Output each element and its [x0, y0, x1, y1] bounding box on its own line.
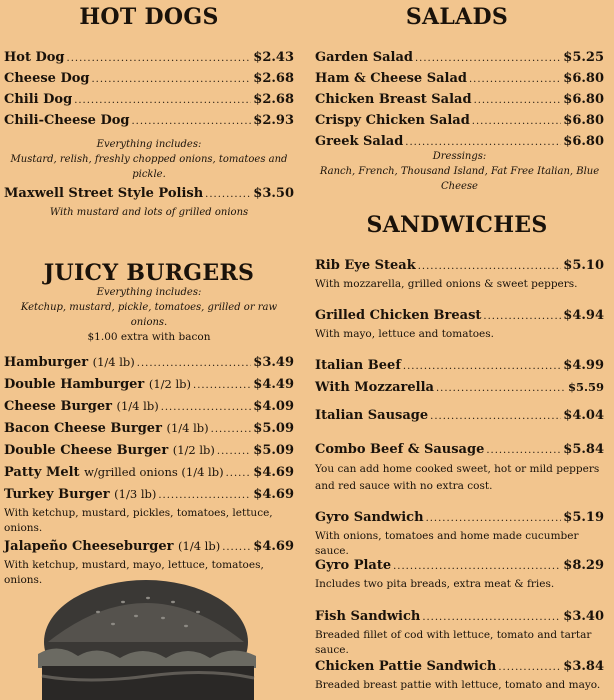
item-name: Italian Beef: [315, 358, 401, 373]
leader-dots: [474, 91, 562, 111]
dressings-note: [315, 149, 604, 194]
item-row: [315, 607, 604, 628]
item-price: $2.93: [253, 113, 294, 128]
item-row: [315, 406, 604, 427]
leader-dots: [498, 658, 561, 678]
bacon-extra-note: $1.00 extra with bacon: [87, 331, 211, 343]
item-description: With ketchup, mustard, mayo, lettuce, tomatoes, onions.: [4, 559, 264, 586]
menu-item-hot-dog: [4, 48, 294, 69]
note-title: Everything includes:: [96, 139, 202, 150]
item-price: $4.69: [253, 539, 294, 554]
menu-item-cheese-burger: [4, 396, 294, 418]
note-title: Everything includes:: [96, 287, 202, 298]
item-price: $4.69: [253, 465, 294, 480]
item-description: With mozzarella, grilled onions & sweet peppers.: [315, 278, 578, 290]
item-description: With onions, tomatoes and home made cucumber sauce.: [315, 530, 579, 557]
leader-dots: [403, 357, 561, 377]
leader-dots: [469, 70, 561, 90]
item-price: $5.19: [563, 510, 604, 525]
leader-dots: [74, 91, 251, 111]
menu-item-jalapeno-cheeseburger: [4, 536, 294, 558]
leader-dots: [486, 441, 561, 461]
menu-item-bacon-cheese-burger: [4, 418, 294, 440]
item-description: Breaded fillet of cod with lettuce, tomato and tartar sauce.: [315, 629, 592, 656]
item-name: Greek Salad: [315, 134, 404, 149]
item-name: Grilled Chicken Breast: [315, 308, 482, 323]
leader-dots: [430, 407, 561, 427]
item-row-with-mozzarella: [315, 377, 604, 399]
item-price: $4.94: [563, 308, 604, 323]
leader-dots: [436, 379, 566, 399]
item-name: Cheese Dog: [4, 71, 90, 86]
leader-dots: [92, 70, 252, 90]
note-text: Mustard, relish, freshly chopped onions, tomatoes and pickle.: [10, 154, 288, 180]
item-price: $2.68: [253, 71, 294, 86]
menu-item-chicken-pattie-sandwich: [315, 657, 604, 693]
menu-item-rib-eye-steak: [315, 256, 604, 292]
hot-dogs-includes-note: [4, 137, 294, 182]
item-description: With mayo, lettuce and tomatoes.: [315, 328, 494, 340]
leader-dots: [483, 307, 561, 327]
menu-item-crispy-chicken-salad: [315, 111, 604, 132]
item-description: With ketchup, mustard, pickles, tomatoes, lettuce, onions.: [4, 507, 273, 534]
note-title: Dressings:: [432, 151, 487, 162]
item-price: $3.40: [563, 609, 604, 624]
leader-dots: [205, 185, 251, 205]
item-description: Includes two pita breads, extra meat & fries.: [315, 578, 555, 590]
menu-item-grilled-chicken-breast: [315, 306, 604, 342]
item-description: You can add home cooked sweet, hot or mild peppers and red sauce with no extra cost.: [315, 463, 600, 492]
item-price: $5.09: [253, 421, 294, 436]
item-name: Chicken Pattie Sandwich: [315, 659, 497, 674]
item-price: $4.09: [253, 399, 294, 414]
hot-dogs-list: [4, 48, 294, 132]
item-name: Maxwell Street Style Polish: [4, 186, 204, 201]
menu-item-chicken-breast-salad: [315, 90, 604, 111]
leader-dots: [158, 486, 251, 506]
salads-list: [315, 48, 604, 153]
item-name: Chili-Cheese Dog: [4, 113, 130, 128]
item-price: $4.99: [563, 358, 604, 373]
leader-dots: [418, 257, 562, 277]
item-name: Hot Dog: [4, 50, 65, 65]
leader-dots: [132, 112, 252, 132]
menu-item-hamburger: [4, 352, 294, 374]
item-price: $3.49: [253, 355, 294, 370]
item-price: $6.80: [563, 92, 604, 107]
leader-dots: [211, 420, 252, 440]
hamburger-illustration-icon: [28, 572, 278, 700]
menu-item-patty-melt: [4, 462, 294, 484]
menu-item-garden-salad: [315, 48, 604, 69]
item-name: Crispy Chicken Salad: [315, 113, 470, 128]
item-row: [315, 306, 604, 327]
menu-item-gyro-sandwich: [315, 508, 604, 559]
item-price: $8.29: [563, 558, 604, 573]
item-name: Turkey Burger (1/3 lb): [4, 487, 157, 502]
menu-item-cheese-dog: [4, 69, 294, 90]
item-price: $3.50: [253, 186, 294, 201]
item-name: Cheese Burger (1/4 lb): [4, 399, 159, 414]
item-name: Italian Sausage: [315, 408, 429, 423]
leader-dots: [193, 376, 251, 396]
burgers-list: [4, 352, 294, 588]
item-name: Gyro Plate: [315, 558, 392, 573]
menu-item-polish: [4, 184, 294, 220]
menu-item-ham-cheese-salad: [315, 69, 604, 90]
item-name: Rib Eye Steak: [315, 258, 416, 273]
item-name: Fish Sandwich: [315, 609, 421, 624]
note-text: Ranch, French, Thousand Island, Fat Free Italian, Blue Cheese: [319, 166, 600, 192]
leader-dots: [393, 557, 561, 577]
menu-item-chili-cheese-dog: [4, 111, 294, 132]
menu-item-double-hamburger: [4, 374, 294, 396]
item-name: Chicken Breast Salad: [315, 92, 472, 107]
item-price: $5.59: [567, 380, 604, 394]
leader-dots: [217, 442, 251, 462]
leader-dots: [472, 112, 561, 132]
item-row: [315, 256, 604, 277]
burgers-includes-note: [4, 285, 294, 345]
item-name: Chili Dog: [4, 92, 73, 107]
leader-dots: [415, 49, 561, 69]
item-row: [315, 657, 604, 678]
item-description: Breaded breast pattie with lettuce, tomato and mayo.: [315, 679, 601, 691]
menu-item-double-cheese-burger: [4, 440, 294, 462]
leader-dots: [161, 398, 252, 418]
hot-dogs-heading: HOT DOGS: [79, 4, 219, 30]
item-name: Double Hamburger (1/2 lb): [4, 377, 192, 392]
note-text: Ketchup, mustard, pickle, tomatoes, grilled or raw onions.: [20, 302, 278, 328]
menu-item-italian-beef: [315, 356, 604, 399]
item-price: $4.04: [563, 408, 604, 423]
menu-item-combo-beef-sausage: [315, 440, 604, 495]
item-name: Double Cheese Burger (1/2 lb): [4, 443, 215, 458]
leader-dots: [137, 354, 252, 374]
item-name: Hamburger (1/4 lb): [4, 355, 135, 370]
menu-item-italian-sausage: [315, 406, 604, 427]
item-price: $2.43: [253, 50, 294, 65]
item-price: $5.25: [563, 50, 604, 65]
item-price: $6.80: [563, 71, 604, 86]
leader-dots: [222, 538, 251, 558]
item-description: With mustard and lots of grilled onions: [49, 207, 249, 218]
item-row: [315, 556, 604, 577]
item-price: $4.69: [253, 487, 294, 502]
item-name: Patty Melt w/grilled onions (1/4 lb): [4, 465, 224, 480]
item-price: $5.84: [563, 442, 604, 457]
menu-item-turkey-burger: [4, 484, 294, 506]
item-name: Bacon Cheese Burger (1/4 lb): [4, 421, 209, 436]
item-name: Jalapeño Cheeseburger (1/4 lb): [4, 539, 221, 554]
leader-dots: [422, 608, 561, 628]
sandwiches-heading: SANDWICHES: [366, 212, 548, 238]
menu-item-gyro-plate: [315, 556, 604, 592]
item-name: Gyro Sandwich: [315, 510, 424, 525]
menu-item-fish-sandwich: [315, 607, 604, 658]
menu-item-chili-dog: [4, 90, 294, 111]
item-row: [315, 356, 604, 377]
item-price: $5.10: [563, 258, 604, 273]
item-price: $6.80: [563, 134, 604, 149]
item-price: $6.80: [563, 113, 604, 128]
item-price: $5.09: [253, 443, 294, 458]
salads-heading: SALADS: [405, 4, 509, 30]
item-name: Ham & Cheese Salad: [315, 71, 467, 86]
item-price: $3.84: [563, 659, 604, 674]
burgers-heading: JUICY BURGERS: [43, 260, 255, 286]
item-name: Combo Beef & Sausage: [315, 442, 485, 457]
item-price: $2.68: [253, 92, 294, 107]
item-row: [315, 440, 604, 461]
polish-row: [4, 184, 294, 205]
leader-dots: [226, 464, 252, 484]
item-name: Garden Salad: [315, 50, 413, 65]
item-row: [315, 508, 604, 529]
leader-dots: [67, 49, 252, 69]
item-price: $4.49: [253, 377, 294, 392]
item-name: With Mozzarella: [315, 380, 434, 395]
leader-dots: [426, 509, 562, 529]
